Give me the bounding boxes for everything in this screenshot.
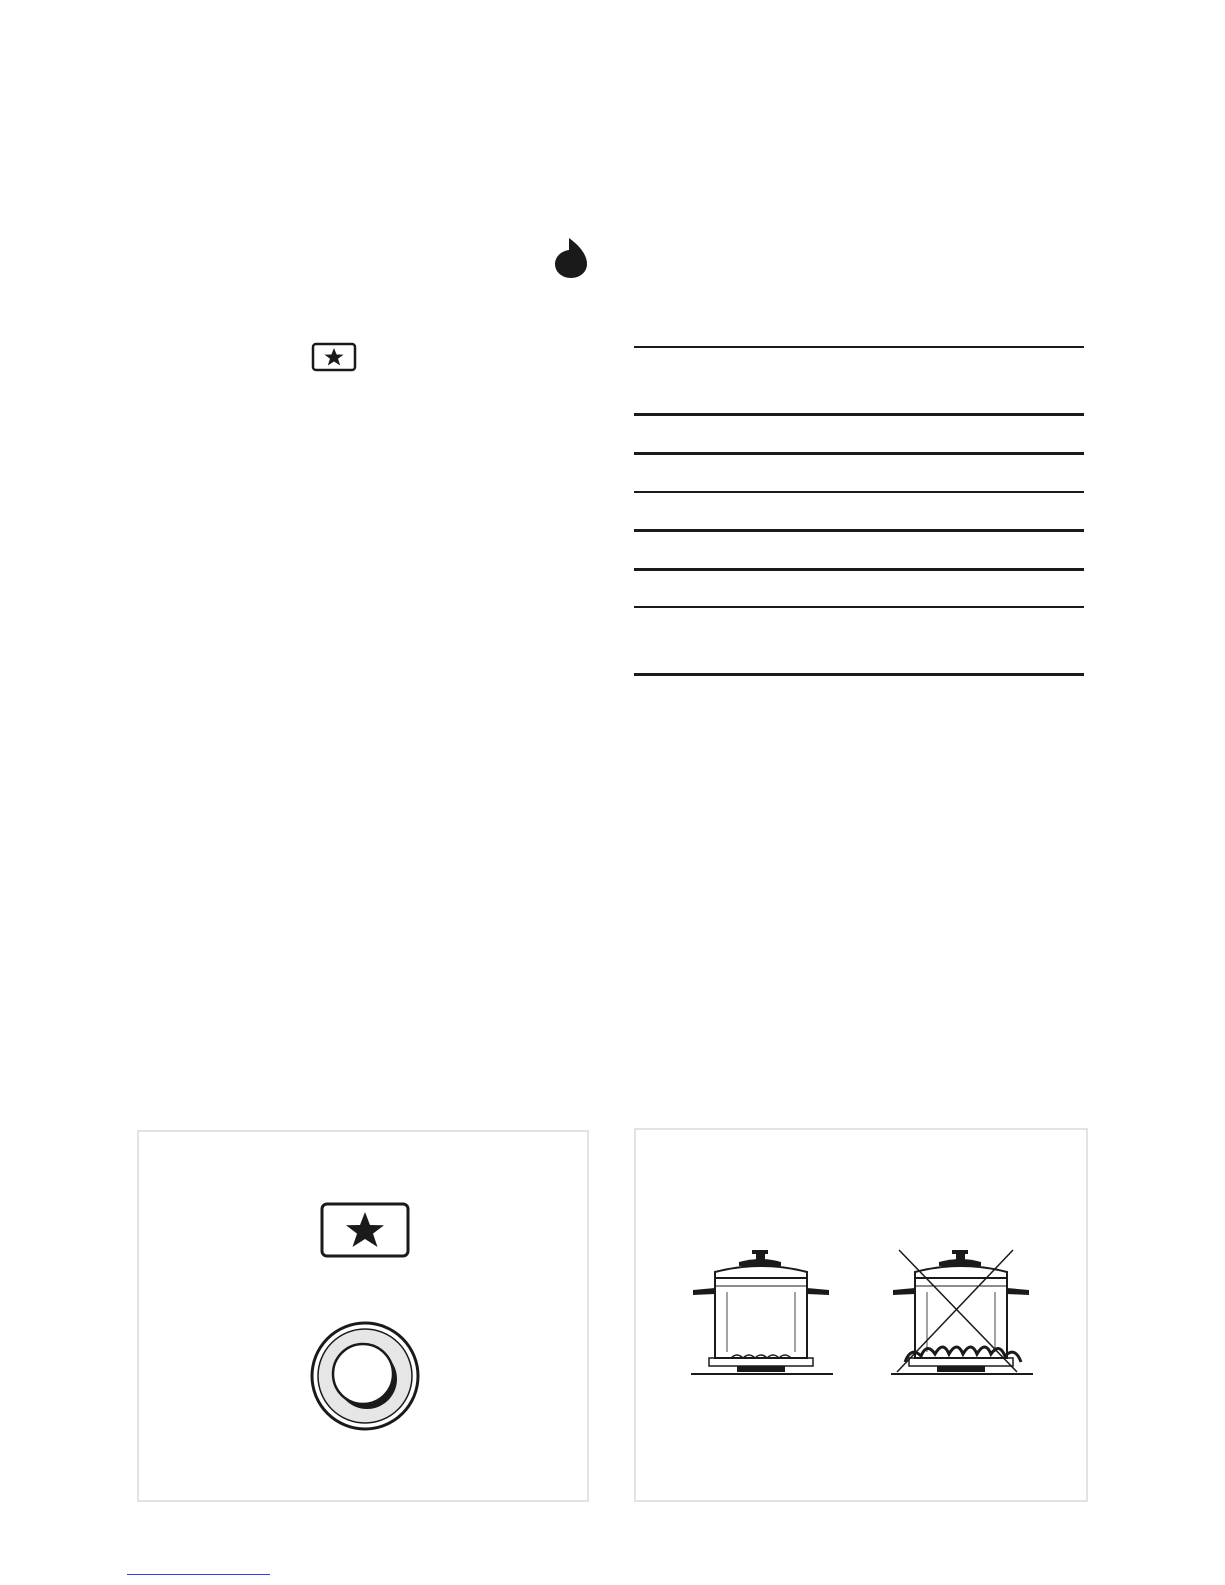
table-rule: [634, 606, 1084, 608]
pot-incorrect-icon: [891, 1248, 1041, 1390]
table-rule: [634, 529, 1084, 532]
table-rule: [634, 452, 1084, 455]
ignition-illustration-panel: [137, 1130, 589, 1502]
pot-placement-panel: [634, 1128, 1088, 1502]
table-rule-top: [634, 346, 1084, 348]
footer-link-underline[interactable]: [127, 1574, 270, 1575]
table-rule: [634, 491, 1084, 493]
table-rule-bottom: [634, 673, 1084, 676]
table-rule: [634, 413, 1084, 416]
pot-correct-icon: [691, 1248, 833, 1388]
ignition-button-icon: [320, 1202, 410, 1258]
control-knob-icon: [309, 1320, 421, 1432]
table-rule: [634, 568, 1084, 571]
ignition-button-icon: [311, 342, 357, 372]
flame-icon: [553, 236, 593, 280]
